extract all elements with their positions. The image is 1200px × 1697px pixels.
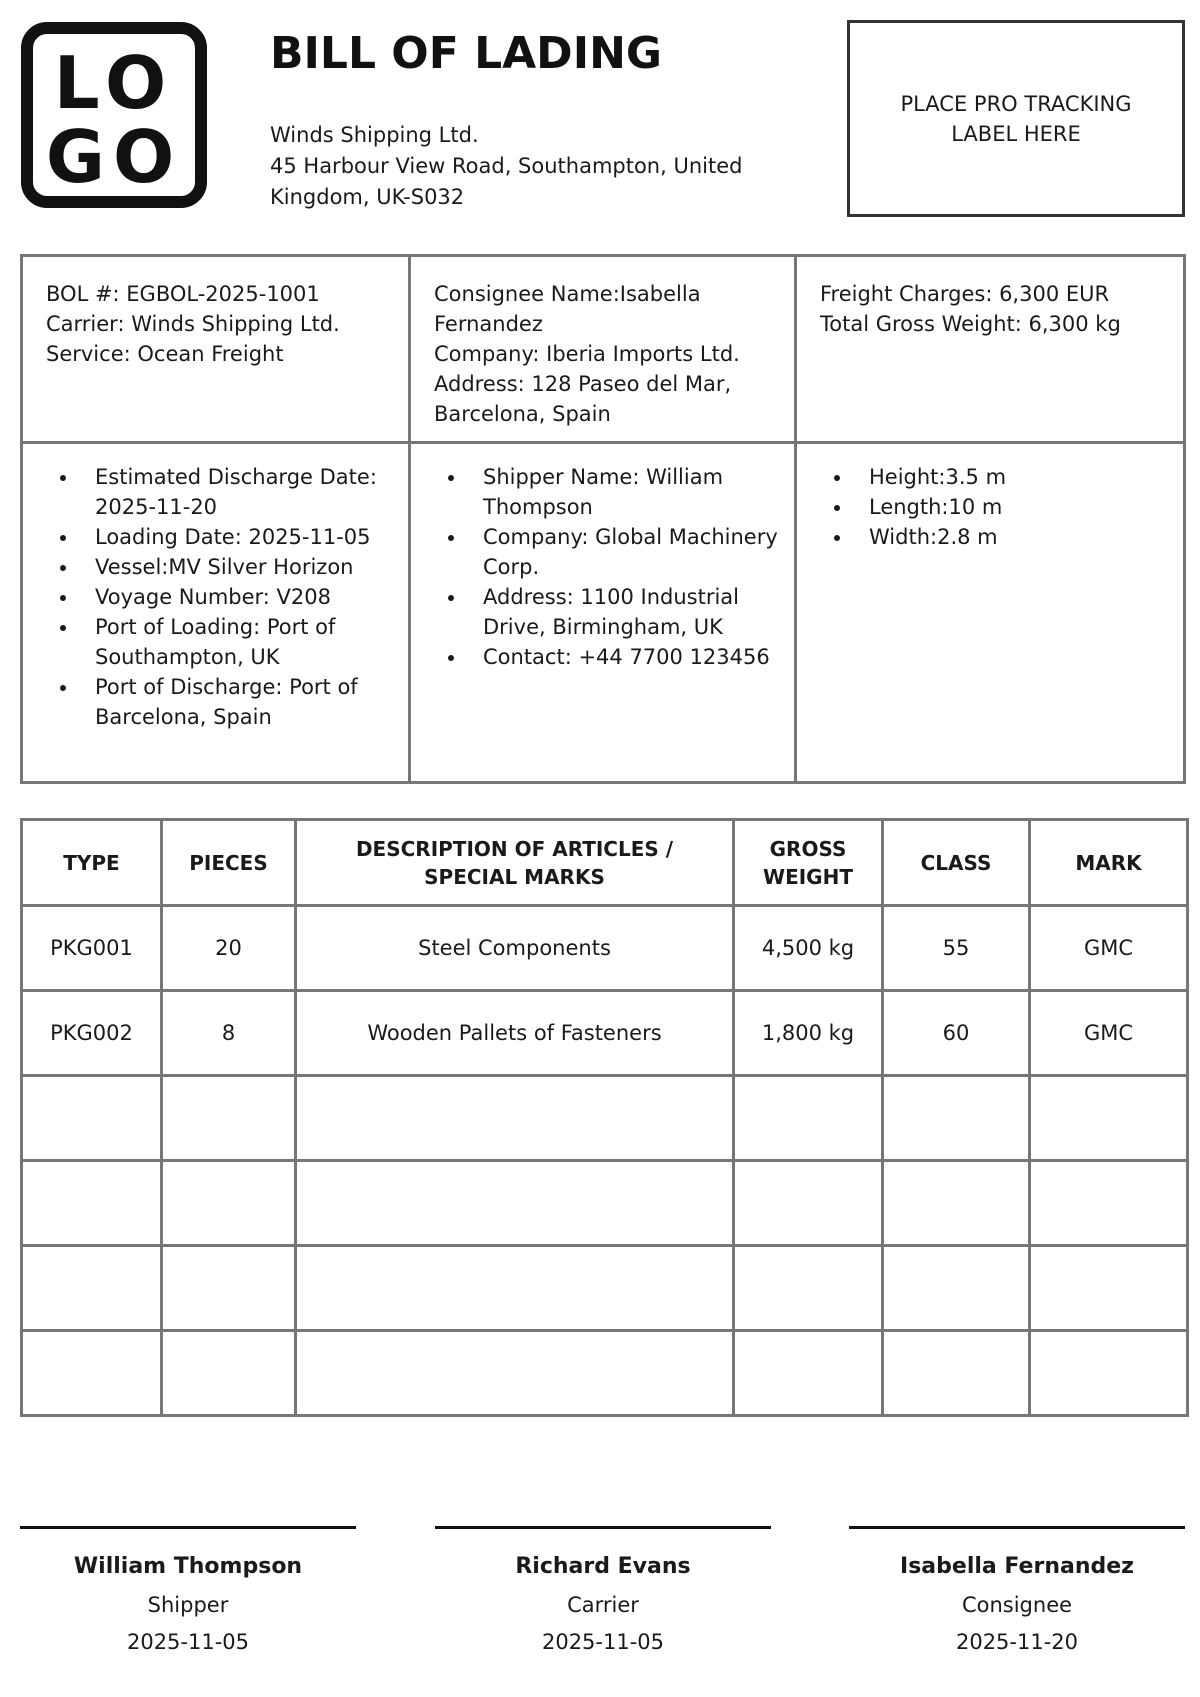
column-header-gross-weight: GROSS WEIGHT — [734, 820, 883, 906]
signatory-role: Shipper — [147, 1593, 229, 1617]
list-item: • Shipper Name: William Thompson — [467, 462, 784, 522]
table-header-row — [22, 820, 1188, 906]
list-item: • Estimated Discharge Date: 2025-11-20 — [79, 462, 398, 522]
carrier-name: Carrier: Winds Shipping Ltd. — [46, 312, 340, 336]
signature-date: 2025-11-05 — [126, 1630, 250, 1654]
table-cell: PKG002 — [22, 991, 162, 1076]
table-cell — [296, 1246, 734, 1331]
list-item: • Company: Global Machinery Corp. — [467, 522, 784, 582]
voyage-list — [43, 462, 398, 732]
company-name: Winds Shipping Ltd. — [270, 123, 479, 147]
table-cell: 8 — [162, 991, 296, 1076]
charges-cell — [797, 257, 1183, 444]
column-header-mark: MARK — [1030, 820, 1188, 906]
table-cell: GMC — [1030, 906, 1188, 991]
signatory-name: Isabella Fernandez — [900, 1554, 1134, 1579]
table-row — [22, 991, 1188, 1076]
signatory-name: William Thompson — [73, 1554, 303, 1579]
table-cell — [883, 1161, 1030, 1246]
table-cell — [1030, 1076, 1188, 1161]
table-cell — [22, 1246, 162, 1331]
list-item: • Loading Date: 2025-11-05 — [79, 522, 398, 552]
signature-line — [435, 1526, 771, 1529]
voyage-cell — [23, 444, 411, 781]
list-item: • Height:3.5 m — [853, 462, 1173, 492]
table-cell — [296, 1331, 734, 1416]
logo-text: LO GO — [45, 41, 183, 199]
table-cell — [883, 1331, 1030, 1416]
table-cell: GMC — [1030, 991, 1188, 1076]
total-gross-weight: Total Gross Weight: 6,300 kg — [820, 312, 1121, 336]
bol-details-cell — [23, 257, 411, 444]
freight-charges: Freight Charges: 6,300 EUR — [820, 282, 1110, 306]
document-title: BILL OF LADING — [270, 28, 663, 79]
table-cell: 1,800 kg — [734, 991, 883, 1076]
dimensions-cell — [797, 444, 1183, 781]
table-row — [22, 1331, 1188, 1416]
list-item: • Port of Discharge: Port of Barcelona, Spain — [79, 672, 398, 732]
signature-consignee — [849, 1526, 1185, 1657]
articles-table — [20, 818, 1189, 1417]
signatory-name: Richard Evans — [515, 1554, 691, 1579]
table-cell — [162, 1076, 296, 1161]
table-cell — [162, 1161, 296, 1246]
signature-shipper — [20, 1526, 356, 1657]
table-row — [22, 1246, 1188, 1331]
table-cell — [734, 1076, 883, 1161]
table-cell — [734, 1331, 883, 1416]
table-cell — [22, 1076, 162, 1161]
list-item: • Length:10 m — [853, 492, 1173, 522]
table-cell: Wooden Pallets of Fasteners — [296, 991, 734, 1076]
logo — [21, 22, 207, 208]
table-cell — [22, 1331, 162, 1416]
table-cell — [162, 1331, 296, 1416]
list-item: • Vessel:MV Silver Horizon — [79, 552, 398, 582]
table-cell — [734, 1246, 883, 1331]
consignee-cell — [411, 257, 797, 444]
table-cell: PKG001 — [22, 906, 162, 991]
list-item: • Contact: +44 7700 123456 — [467, 642, 784, 672]
table-row — [22, 1076, 1188, 1161]
list-item: • Voyage Number: V208 — [79, 582, 398, 612]
table-cell — [1030, 1331, 1188, 1416]
signature-line — [20, 1526, 356, 1529]
table-cell — [883, 1246, 1030, 1331]
signatory-role: Consignee — [961, 1593, 1073, 1617]
table-cell — [296, 1076, 734, 1161]
signature-date: 2025-11-05 — [541, 1630, 665, 1654]
tracking-label-box — [847, 20, 1185, 217]
table-cell — [734, 1161, 883, 1246]
signature-carrier — [435, 1526, 771, 1657]
table-cell: 20 — [162, 906, 296, 991]
dimensions-list — [817, 462, 1173, 552]
table-cell: 4,500 kg — [734, 906, 883, 991]
shipper-cell — [411, 444, 797, 781]
table-row — [22, 906, 1188, 991]
tracking-label-text: PLACE PRO TRACKING LABEL HERE — [900, 91, 1132, 146]
column-header-description: DESCRIPTION OF ARTICLES / SPECIAL MARKS — [296, 820, 734, 906]
table-cell: 60 — [883, 991, 1030, 1076]
consignee-company: Company: Iberia Imports Ltd. — [434, 342, 740, 366]
column-header-pieces: PIECES — [162, 820, 296, 906]
table-cell — [883, 1076, 1030, 1161]
list-item: • Port of Loading: Port of Southampton, UK — [79, 612, 398, 672]
list-item: • Address: 1100 Industrial Drive, Birmingham, UK — [467, 582, 784, 642]
consignee-address: Address: 128 Paseo del Mar, Barcelona, Spain — [434, 372, 732, 426]
table-cell — [1030, 1161, 1188, 1246]
consignee-name: Consignee Name:Isabella Fernandez — [434, 282, 701, 336]
signatory-role: Carrier — [567, 1593, 639, 1617]
table-cell — [1030, 1246, 1188, 1331]
shipper-list — [431, 462, 784, 672]
signature-date: 2025-11-20 — [955, 1630, 1079, 1654]
table-cell: Steel Components — [296, 906, 734, 991]
list-item: • Width:2.8 m — [853, 522, 1173, 552]
column-header-class: CLASS — [883, 820, 1030, 906]
column-header-type: TYPE — [22, 820, 162, 906]
table-cell — [296, 1161, 734, 1246]
bol-number: BOL #: EGBOL-2025-1001 — [46, 282, 320, 306]
service-type: Service: Ocean Freight — [46, 342, 284, 366]
table-cell — [162, 1246, 296, 1331]
table-cell — [22, 1161, 162, 1246]
shipment-info-grid — [20, 254, 1186, 784]
table-row — [22, 1161, 1188, 1246]
company-address: 45 Harbour View Road, Southampton, United Kingdom, UK-S032 — [270, 154, 743, 209]
table-cell: 55 — [883, 906, 1030, 991]
company-block — [270, 120, 770, 213]
signature-line — [849, 1526, 1185, 1529]
